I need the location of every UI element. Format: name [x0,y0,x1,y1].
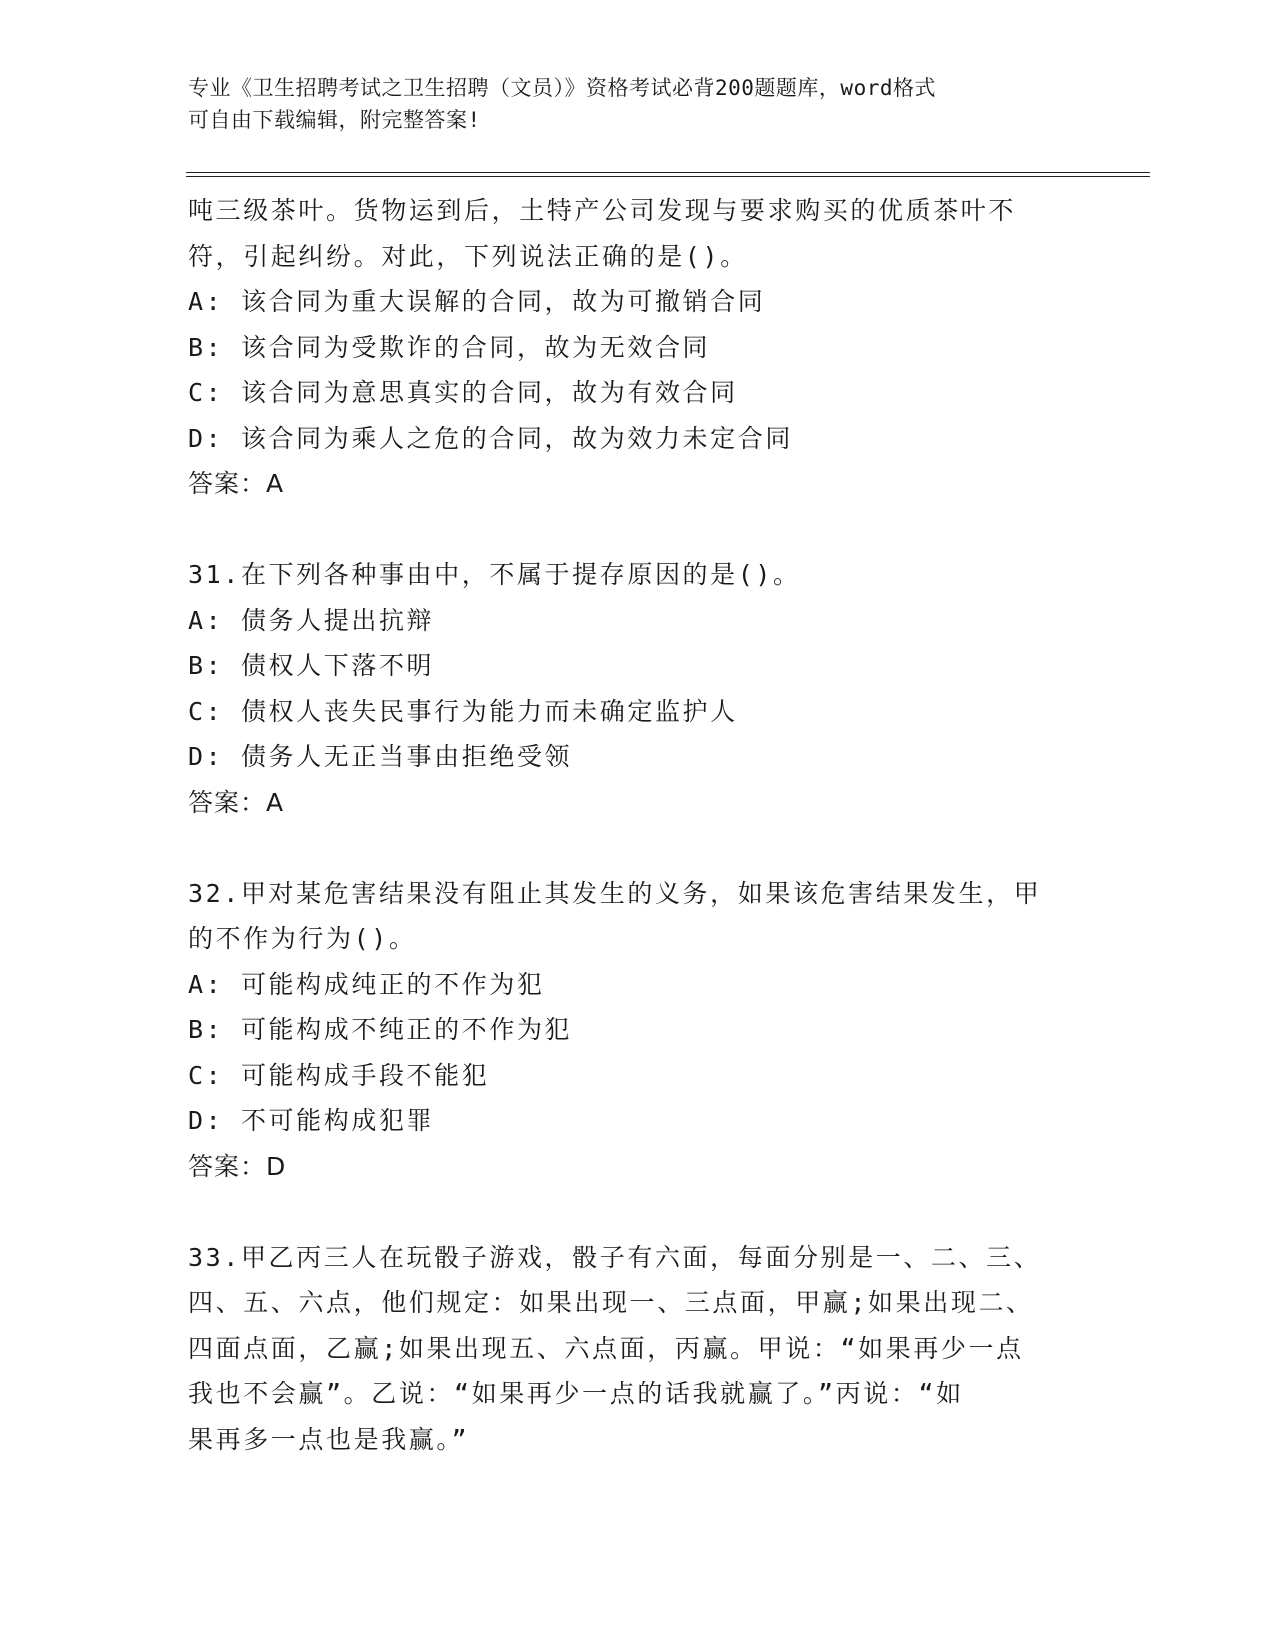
question-stem-line: 四、五、六点，他们规定：如果出现一、三点面，甲赢;如果出现二、 [188,1288,1034,1317]
question-stem-line: 符，引起纠纷。对此，下列说法正确的是()。 [188,241,748,271]
document-body [188,188,1088,1508]
option-b: B: 可能构成不纯正的不作为犯 [188,1015,573,1044]
header-title-line-1: 专业《卫生招聘考试之卫生招聘（文员）》资格考试必背200题题库，word格式 [188,76,936,100]
header-title-line-2: 可自由下载编辑，附完整答案! [188,108,481,132]
answer-line: 答案：A [188,787,285,817]
option-a: A: 该合同为重大误解的合同，故为可撤销合同 [188,287,766,316]
question-stem-line: 我也不会赢”。乙说：“如果再少一点的话我就赢了。”丙说：“如 [188,1379,964,1408]
question-stem-line: 32.甲对某危害结果没有阻止其发生的义务，如果该危害结果发生，甲 [188,878,1042,908]
question-33 [188,1235,1088,1463]
option-a: A: 债务人提出抗辩 [188,605,435,635]
question-stem-line: 31.在下列各种事由中，不属于提存原因的是()。 [188,560,801,589]
question-stem-line: 果再多一点也是我赢。” [188,1424,470,1454]
option-d: D: 不可能构成犯罪 [188,1106,435,1135]
answer-line: 答案：D [188,1151,287,1181]
option-d: D: 债务人无正当事由拒绝受领 [188,742,573,771]
question-stem-line: 四面点面，乙赢;如果出现五、六点面，丙赢。甲说：“如果再少一点 [188,1333,1024,1363]
option-a: A: 可能构成纯正的不作为犯 [188,969,545,999]
header-rule-top [186,172,1150,173]
option-b: B: 债权人下落不明 [188,651,435,680]
question-stem-line: 33.甲乙丙三人在玩骰子游戏，骰子有六面，每面分别是一、二、三、 [188,1242,1042,1272]
question-stem-line: 吨三级茶叶。货物运到后，土特产公司发现与要求购买的优质茶叶不 [188,196,1017,225]
option-b: B: 该合同为受欺诈的合同，故为无效合同 [188,332,711,362]
question-30-continued [188,188,1088,507]
header-rule-bottom [186,176,1150,177]
question-stem-line: 的不作为行为()。 [188,924,417,953]
page-header [188,72,1068,136]
option-c: C: 可能构成手段不能犯 [188,1060,490,1090]
option-c: C: 该合同为意思真实的合同，故为有效合同 [188,378,738,407]
question-31 [188,552,1088,825]
answer-line: 答案：A [188,469,285,498]
question-32 [188,871,1088,1190]
option-d: D: 该合同为乘人之危的合同，故为效力未定合同 [188,423,793,453]
option-c: C: 债权人丧失民事行为能力而未确定监护人 [188,696,738,726]
